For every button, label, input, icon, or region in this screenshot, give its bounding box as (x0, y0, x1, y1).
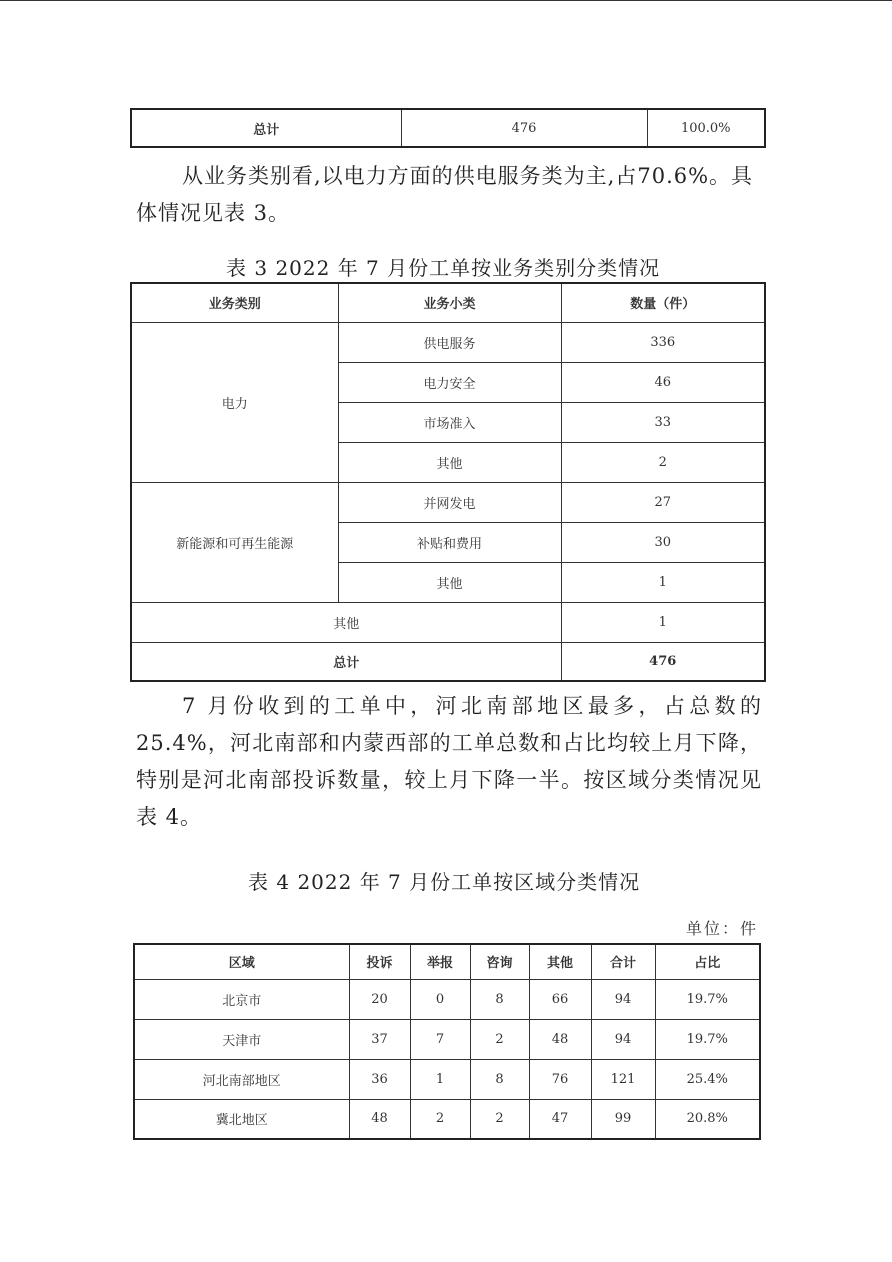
table4-cell: 48 (529, 1019, 591, 1059)
table4-cell: 2 (470, 1099, 529, 1139)
table3-sub: 电力安全 (338, 362, 561, 402)
table4-region: 北京市 (134, 979, 349, 1019)
table2-total-label: 总计 (131, 109, 401, 147)
table4-cell: 8 (470, 1059, 529, 1099)
table3-total-count: 476 (561, 642, 765, 681)
table3-sub: 供电服务 (338, 322, 561, 362)
table3-count: 46 (561, 362, 765, 402)
table4-header-other: 其他 (529, 944, 591, 979)
table4-cell: 19.7% (655, 1019, 760, 1059)
table4-header-row (134, 944, 760, 979)
table4-region: 天津市 (134, 1019, 349, 1059)
table4-cell: 20 (349, 979, 410, 1019)
table3-other-count: 1 (561, 602, 765, 642)
table3-sub: 其他 (338, 562, 561, 602)
table4 (133, 943, 761, 1140)
table3-count: 30 (561, 522, 765, 562)
table3-other-label: 其他 (131, 602, 561, 642)
table3-header-count: 数量（件） (561, 283, 765, 322)
table4-cell: 94 (591, 979, 655, 1019)
table3-count: 1 (561, 562, 765, 602)
table4-cell: 25.4% (655, 1059, 760, 1099)
table4-cell: 47 (529, 1099, 591, 1139)
table3-group-power: 电力 (131, 322, 338, 482)
table4-header-report: 举报 (410, 944, 470, 979)
table3-caption: 表 3 2022 年 7 月份工单按业务类别分类情况 (226, 256, 661, 280)
table4-cell: 37 (349, 1019, 410, 1059)
table4-header-consult: 咨询 (470, 944, 529, 979)
table4-cell: 66 (529, 979, 591, 1019)
table-row (134, 979, 760, 1019)
table4-cell: 2 (410, 1099, 470, 1139)
paragraph-region-summary: 7 月份收到的工单中，河北南部地区最多，占总数的25.4%，河北南部和内蒙西部的工单总数和占比均较上月下降，特别是河北南部投诉数量，较上月下降一半。按区域分类情况见表 4。 (136, 694, 762, 829)
table4-cell: 7 (410, 1019, 470, 1059)
table4-cell: 76 (529, 1059, 591, 1099)
table3-count: 27 (561, 482, 765, 522)
table3-sub: 市场准入 (338, 402, 561, 442)
table4-region: 河北南部地区 (134, 1059, 349, 1099)
table4-header-pct: 占比 (655, 944, 760, 979)
table4-cell: 48 (349, 1099, 410, 1139)
table4-caption: 表 4 2022 年 7 月份工单按区域分类情况 (248, 870, 641, 894)
table4-cell: 20.8% (655, 1099, 760, 1139)
table2-total-row (130, 108, 766, 148)
table-row (131, 482, 765, 522)
table3-total-label: 总计 (131, 642, 561, 681)
table3-header-category: 业务类别 (131, 283, 338, 322)
table3-count: 2 (561, 442, 765, 482)
table4-cell: 36 (349, 1059, 410, 1099)
table4-cell: 94 (591, 1019, 655, 1059)
table-row (131, 642, 765, 681)
table-row (131, 322, 765, 362)
table4-cell: 8 (470, 979, 529, 1019)
table-row (131, 602, 765, 642)
table4-cell: 1 (410, 1059, 470, 1099)
table2-total-count: 476 (401, 109, 647, 147)
table3-count: 336 (561, 322, 765, 362)
table4-cell: 19.7% (655, 979, 760, 1019)
table4-unit: 单位：件 (685, 919, 758, 938)
table4-cell: 121 (591, 1059, 655, 1099)
table3-count: 33 (561, 402, 765, 442)
table4-region: 冀北地区 (134, 1099, 349, 1139)
table-row (134, 1099, 760, 1139)
table4-cell: 0 (410, 979, 470, 1019)
table3-group-renewable: 新能源和可再生能源 (131, 482, 338, 602)
table3-sub: 其他 (338, 442, 561, 482)
page-top-border (0, 0, 892, 1)
table4-header-complaint: 投诉 (349, 944, 410, 979)
table4-header-total: 合计 (591, 944, 655, 979)
table3-sub: 并网发电 (338, 482, 561, 522)
table4-cell: 2 (470, 1019, 529, 1059)
table3-header-subcategory: 业务小类 (338, 283, 561, 322)
table2-total-pct: 100.0% (647, 109, 765, 147)
table4-header-region: 区域 (134, 944, 349, 979)
table-row (134, 1059, 760, 1099)
table-row (134, 1019, 760, 1059)
table4-cell: 99 (591, 1099, 655, 1139)
paragraph-business-category: 从业务类别看,以电力方面的供电服务类为主,占70.6%。具体情况见表 3。 (136, 164, 754, 225)
table3 (130, 282, 766, 682)
table3-sub: 补贴和费用 (338, 522, 561, 562)
